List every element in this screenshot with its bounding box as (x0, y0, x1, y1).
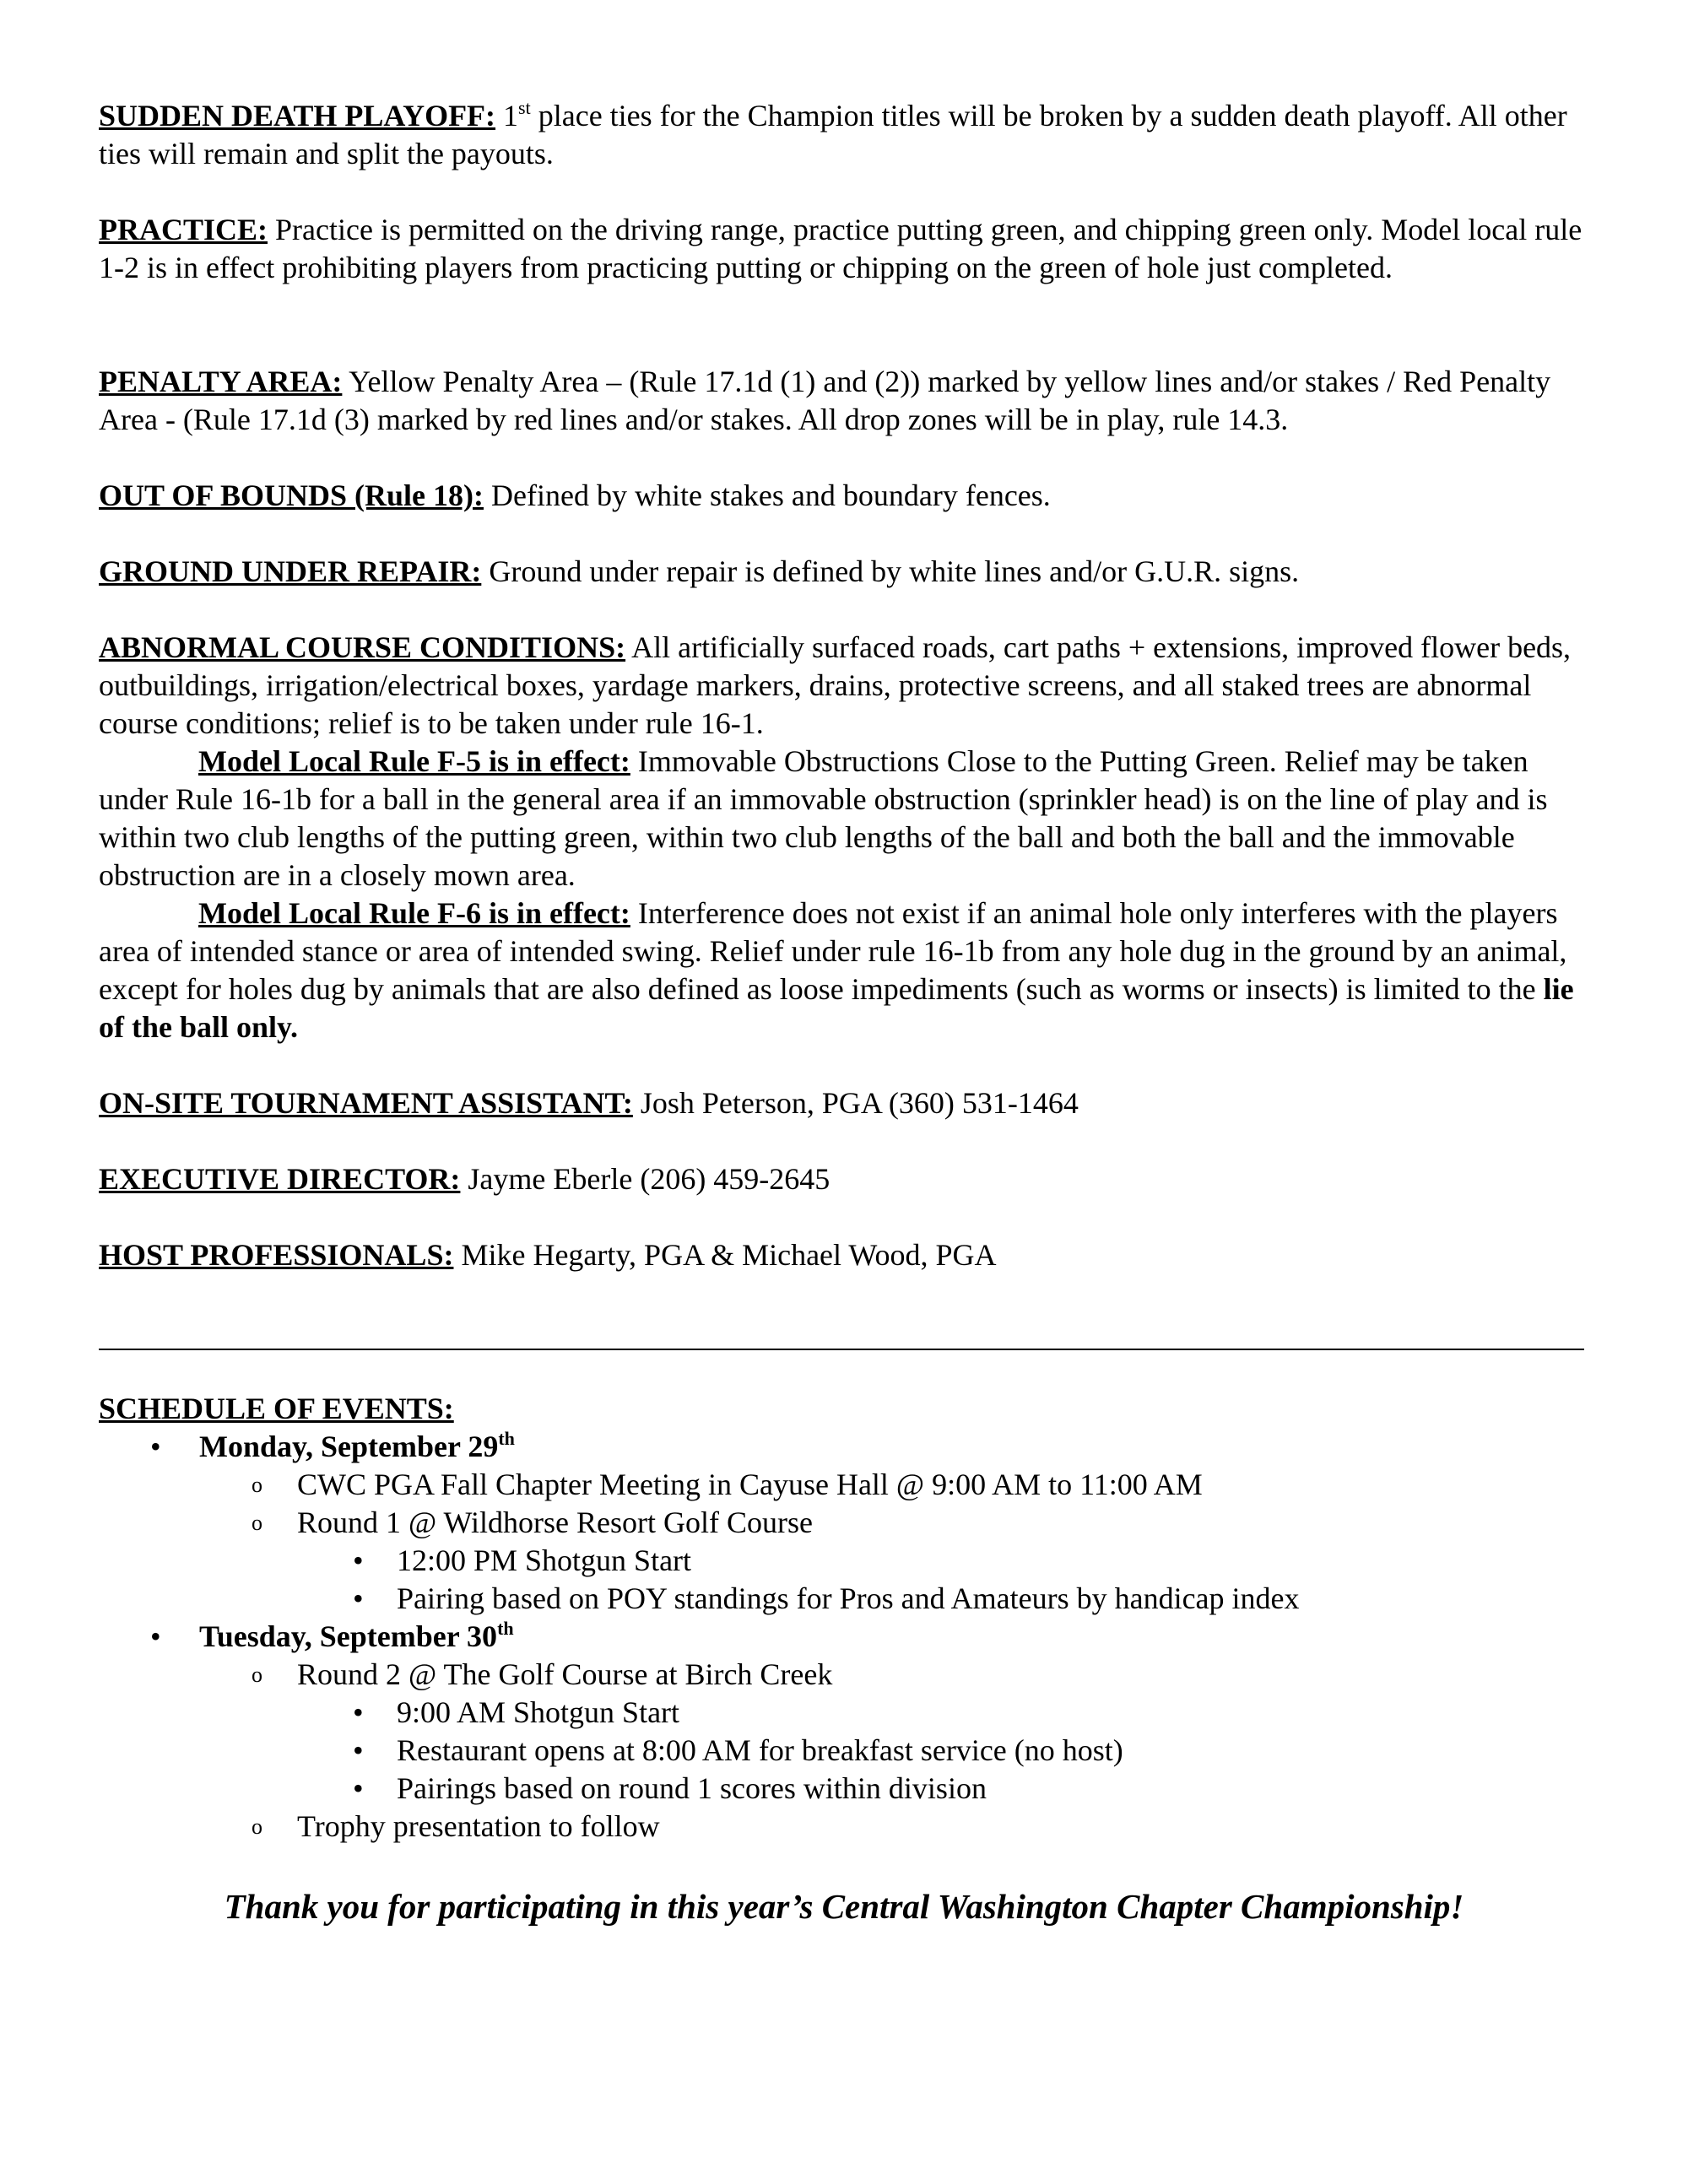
circle-bullet-icon: o (252, 1662, 262, 1687)
ground-under-repair-label: GROUND UNDER REPAIR: (99, 554, 482, 588)
monday-pairing: Pairing based on POY standings for Pros and Amateurs by handicap index (397, 1581, 1300, 1615)
sudden-death-label: SUDDEN DEATH PLAYOFF: (99, 99, 496, 132)
local-rule-f5-label: Model Local Rule F-5 is in effect: (198, 744, 630, 778)
director-label: EXECUTIVE DIRECTOR: (99, 1162, 461, 1196)
practice-section (99, 211, 1593, 287)
penalty-area-label: PENALTY AREA: (99, 365, 343, 398)
bullet-icon: • (150, 1619, 161, 1653)
assistant-section (99, 1084, 1593, 1122)
bullet-icon: • (353, 1543, 364, 1577)
out-of-bounds-section (99, 477, 1593, 515)
ground-under-repair-text: Ground under repair is defined by white lines and/or G.U.R. signs. (489, 554, 1300, 588)
practice-text: Practice is permitted on the driving range, practice putting green, and chipping green only. Model local rule 1-2 is in effect prohibiting players from practicing putting or chipping on the green of hole just completed. (99, 213, 1582, 284)
director-section (99, 1160, 1593, 1198)
penalty-area-text: Yellow Penalty Area – (Rule 17.1d (1) and (2)) marked by yellow lines and/or stakes / Red Penalty Area - (Rule 17.1d (3) marked by red lines and/or stakes. All drop zones will be in play, rule 14.3. (99, 365, 1551, 436)
assistant-text: Josh Peterson, PGA (360) 531-1464 (640, 1086, 1079, 1120)
monday-shotgun-start: 12:00 PM Shotgun Start (397, 1543, 692, 1577)
bullet-icon: • (353, 1581, 364, 1615)
abnormal-conditions-label: ABNORMAL COURSE CONDITIONS: (99, 630, 626, 664)
host-text: Mike Hegarty, PGA & Michael Wood, PGA (461, 1238, 997, 1272)
tuesday-trophy: Trophy presentation to follow (297, 1809, 660, 1843)
bullet-icon: • (353, 1695, 364, 1729)
tuesday-pairings: Pairings based on round 1 scores within division (397, 1771, 987, 1805)
penalty-area-section (99, 363, 1593, 439)
ground-under-repair-section (99, 553, 1593, 591)
local-rule-f6-emphasis: lie of the ball only. (99, 972, 1574, 1044)
circle-bullet-icon: o (252, 1511, 262, 1535)
host-label: HOST PROFESSIONALS: (99, 1238, 454, 1272)
tuesday-label: Tuesday, September 30 (199, 1619, 498, 1653)
section-divider (99, 1349, 1584, 1350)
monday-suffix: th (498, 1428, 515, 1449)
schedule-title: SCHEDULE OF EVENTS: (99, 1392, 454, 1425)
out-of-bounds-text: Defined by white stakes and boundary fences. (491, 478, 1051, 512)
monday-label: Monday, September 29 (199, 1430, 499, 1463)
tuesday-suffix: th (497, 1618, 514, 1639)
circle-bullet-icon: o (252, 1814, 262, 1839)
bullet-icon: • (353, 1771, 364, 1805)
assistant-label: ON-SITE TOURNAMENT ASSISTANT: (99, 1086, 633, 1120)
monday-item-meeting: CWC PGA Fall Chapter Meeting in Cayuse Hall @ 9:00 AM to 11:00 AM (297, 1468, 1203, 1501)
monday-item-round1: Round 1 @ Wildhorse Resort Golf Course (297, 1506, 813, 1539)
circle-bullet-icon: o (252, 1473, 262, 1497)
sudden-death-text: place ties for the Champion titles will be broken by a sudden death playoff. All other ties will remain and split the payouts. (99, 99, 1567, 170)
tuesday-item-round2: Round 2 @ The Golf Course at Birch Creek (297, 1657, 833, 1691)
tuesday-restaurant: Restaurant opens at 8:00 AM for breakfast service (no host) (397, 1733, 1123, 1767)
host-section (99, 1236, 1593, 1274)
abnormal-conditions-section (99, 629, 1593, 1046)
closing-message: Thank you for participating in this year’s Central Washington Chapter Championship! (224, 1887, 1464, 1926)
ordinal-number: 1 (503, 99, 519, 132)
bullet-icon: • (353, 1733, 364, 1767)
practice-label: PRACTICE: (99, 213, 268, 246)
abnormal-conditions-text: All artificially surfaced roads, cart paths + extensions, improved flower beds, outbuildings, irrigation/electrical boxes, yardage markers, drains, protective screens, and all staked trees are abnormal course conditions; relief is to be taken under rule 16-1. (99, 630, 1572, 740)
director-text: Jayme Eberle (206) 459-2645 (468, 1162, 830, 1196)
bullet-icon: • (150, 1430, 161, 1463)
out-of-bounds-label: OUT OF BOUNDS (Rule 18): (99, 478, 484, 512)
tuesday-shotgun-start: 9:00 AM Shotgun Start (397, 1695, 680, 1729)
local-rule-f6-text: Interference does not exist if an animal hole only interferes with the players area of intended stance or area of intended swing. Relief under rule 16-1b from any hole dug in the ground by an animal, except for holes dug by animals that are also defined as loose impediments (such as worms or insects) is limited to the (99, 896, 1567, 1006)
ordinal-suffix: st (518, 97, 531, 118)
local-rule-f6-label: Model Local Rule F-6 is in effect: (198, 896, 630, 930)
local-rule-f5-text: Immovable Obstructions Close to the Putting Green. Relief may be taken under Rule 16-1b for a ball in the general area if an immovable obstruction (sprinkler head) is on the line of play and is within two club lengths of the putting green, within two club lengths of the ball and both the ball and the immovable obstruction are in a closely mown area. (99, 744, 1548, 892)
sudden-death-section (99, 97, 1593, 173)
